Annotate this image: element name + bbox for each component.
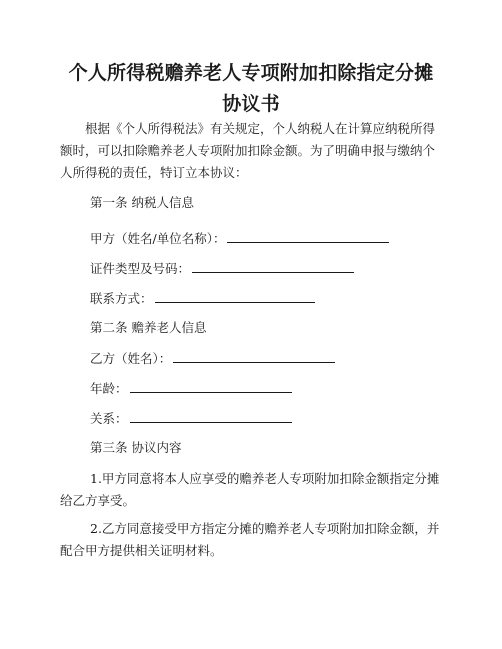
- agreement-item-1: 1.甲方同意将本人应享受的赡养老人专项附加扣除金额指定分摊给乙方享受。: [60, 471, 440, 508]
- party-b-name-label: 乙方（姓名）：: [90, 351, 172, 366]
- article2-heading: 第二条 赡养老人信息: [90, 320, 207, 335]
- party-a-contact-blank: [155, 289, 315, 303]
- agreement-item-2: 2.乙方同意接受甲方指定分摊的赡养老人专项附加扣除金额，并配合甲方提供相关证明材料。: [60, 521, 440, 558]
- article3-heading: 第三条 协议内容: [90, 440, 182, 455]
- intro-paragraph: 根据《个人所得税法》有关规定，个人纳税人在计算应纳税所得额时，可以扣除赡养老人专项附加扣除金额。为了明确申报与缴纳个人所得税的责任，特订立本协议：: [60, 121, 436, 180]
- party-a-name-line: [90, 229, 389, 248]
- relation-line: [90, 409, 292, 428]
- party-a-id-blank: [192, 259, 354, 273]
- party-a-contact-line: [90, 289, 315, 308]
- age-blank: [130, 379, 292, 393]
- party-a-id-line: [90, 259, 354, 278]
- party-a-name-blank: [227, 229, 389, 243]
- party-b-name-blank: [173, 349, 335, 363]
- article1-heading: 第一条 纳税人信息: [90, 195, 194, 210]
- age-line: [90, 379, 292, 398]
- party-a-contact-label: 联系方式：: [90, 291, 153, 306]
- relation-label: 关系：: [90, 411, 128, 426]
- party-b-name-line: [90, 349, 335, 368]
- party-a-id-label: 证件类型及号码：: [90, 261, 191, 276]
- document-title: 个人所得税赡养老人专项附加扣除指定分摊协议书: [68, 62, 434, 115]
- age-label: 年龄：: [90, 381, 128, 396]
- party-a-name-label: 甲方（姓名/单位名称）：: [90, 231, 226, 246]
- relation-blank: [130, 409, 292, 423]
